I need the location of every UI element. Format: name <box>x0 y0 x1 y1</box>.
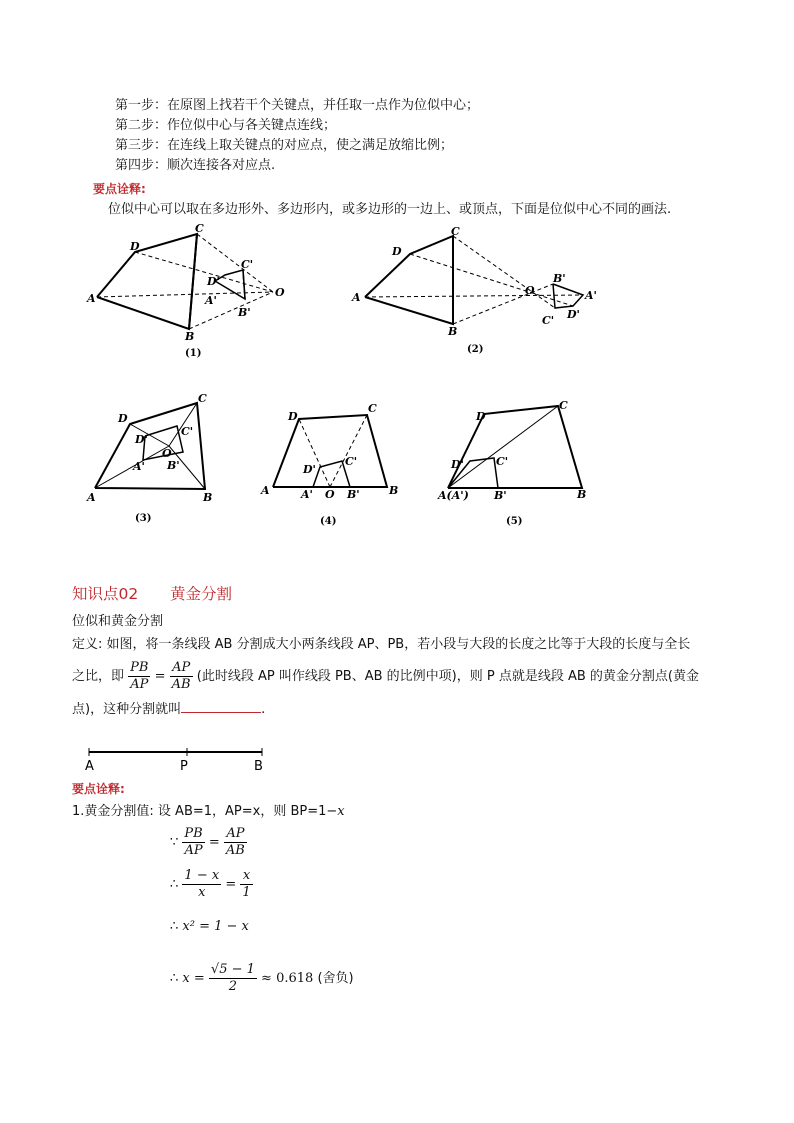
math-step-2: ∴ $\frac{1 - x}{x}$ = $\frac{x}{1}$ <box>170 868 251 900</box>
step-2: 第二步：作位似中心与各关键点连线； <box>115 118 337 133</box>
fig4-label-D-prime: D' <box>303 463 316 476</box>
fig2-label-A: A <box>352 291 361 304</box>
fig4-label-B: B <box>389 484 399 497</box>
fig2-label-B-prime: B' <box>553 272 566 285</box>
fig3-caption: (3) <box>135 513 152 524</box>
note1-title: 要点诠释: <box>93 182 146 196</box>
fig1-label-B: B <box>185 330 195 343</box>
math-step-1: ∵ $\frac{PB}{AP}$ = $\frac{AP}{AB}$ <box>170 826 245 858</box>
fig3-label-C: C <box>198 392 207 405</box>
fig4-label-A-prime: A' <box>301 488 313 501</box>
step-4: 第四步：顺次连接各对应点. <box>115 158 276 173</box>
fig3-label-A-prime: A' <box>133 460 145 473</box>
figure-3 <box>85 388 225 528</box>
fig4-caption: (4) <box>320 516 337 527</box>
fig2-label-C-prime: C' <box>542 314 555 327</box>
definition-line-1: 定义: 如图，将一条线段 AB 分割成大小两条线段 AP、PB，若小段与大段的长度之比等于大段的长度与全长 <box>72 637 691 652</box>
note2-title: 要点诠释: <box>72 782 125 796</box>
fig3-label-O: O <box>162 447 172 460</box>
fig3-label-D-prime: D' <box>135 433 148 446</box>
figure-5 <box>436 392 606 532</box>
fig2-caption: (2) <box>467 344 484 355</box>
fill-blank[interactable] <box>181 700 261 713</box>
fig1-label-A-prime: A' <box>205 294 217 307</box>
fig1-label-O: O <box>275 286 285 299</box>
fig1-label-A: A <box>87 292 96 305</box>
fig5-caption: (5) <box>506 516 523 527</box>
fig5-label-B: B <box>577 488 587 501</box>
segment-label-P: P <box>180 759 188 774</box>
segment-label-B: B <box>254 759 263 774</box>
fig4-label-C-prime: C' <box>345 455 358 468</box>
fig3-label-A: A <box>87 491 96 504</box>
definition-explanation: (此时线段 AP 叫作线段 PB、AB 的比例中项)，则 P 点就是线段 AB 的黄金分割点(黄金 <box>196 669 699 684</box>
subtitle: 位似和黄金分割 <box>72 614 164 629</box>
step-3: 第三步：在连线上取关键点的对应点，使之满足放缩比例； <box>115 138 454 153</box>
fig1-label-C: C <box>195 222 204 235</box>
fig5-label-C-prime: C' <box>496 455 509 468</box>
fig1-label-D-prime: D' <box>207 275 220 288</box>
fig4-label-B-prime: B' <box>347 488 360 501</box>
note1-text: 位似中心可以取在多边形外、多边形内，或多边形的一边上、或顶点，下面是位似中心不同的画法. <box>108 202 672 217</box>
fig5-label-D-prime: D' <box>451 458 464 471</box>
ratio-fraction-right: $\frac{AP}{AB}$ <box>171 660 191 692</box>
segment-label-A: A <box>85 759 94 774</box>
fig4-label-C: C <box>368 402 377 415</box>
figure-4 <box>255 395 415 535</box>
fig2-label-A-prime: A' <box>585 289 597 302</box>
golden-value-line: 1.黄金分割值: 设 AB=1，AP=x，则 BP=1−x <box>72 804 345 819</box>
fig5-label-A-A-prime: A(A') <box>438 489 469 502</box>
fig2-label-D-prime: D' <box>567 308 580 321</box>
fig1-caption: (1) <box>185 348 202 359</box>
figure-1 <box>85 222 295 362</box>
fig3-label-C-prime: C' <box>181 425 194 438</box>
fig2-label-D: D <box>392 245 402 258</box>
fig5-label-D: D <box>476 410 486 423</box>
fig5-label-C: C <box>559 399 568 412</box>
figure-2 <box>345 222 605 362</box>
section-title: 黄金分割 <box>170 585 233 603</box>
definition-line-2: 之比，即 $\frac{PB}{AP}$ = $\frac{AP}{AB}$ (此时线段 AP 叫作线段 PB、AB 的比例中项)，则 P 点就是线段 AB 的黄金分割点(黄金 <box>72 660 699 692</box>
fig4-label-D: D <box>288 410 298 423</box>
ratio-fraction-left: $\frac{PB}{AP}$ <box>130 660 149 692</box>
math-step-4: ∴ x = $\frac{√5 - 1}{2}$ ≈ 0.618 (舍负) <box>170 962 354 994</box>
fig1-label-C-prime: C' <box>241 258 254 271</box>
definition-intro: 之比，即 <box>72 669 125 684</box>
section-number: 知识点02 <box>72 585 139 603</box>
fig2-label-O: O <box>525 284 535 297</box>
fig3-label-B-prime: B' <box>167 459 180 472</box>
fig2-label-B: B <box>448 325 458 338</box>
definition-line-3: 点)，这种分割就叫 . <box>72 702 266 717</box>
fig4-label-O: O <box>325 488 335 501</box>
step-1: 第一步：在原图上找若干个关键点，并任取一点作为位似中心； <box>115 98 480 113</box>
fig1-label-D: D <box>130 240 140 253</box>
segment-diagram <box>80 744 280 774</box>
fig3-label-B: B <box>203 491 213 504</box>
fig5-label-B-prime: B' <box>494 489 507 502</box>
fig3-label-D: D <box>118 412 128 425</box>
fig4-label-A: A <box>261 484 270 497</box>
fig1-label-B-prime: B' <box>238 306 251 319</box>
fig2-label-C: C <box>451 225 460 238</box>
math-step-3: ∴ x² = 1 − x <box>170 919 249 934</box>
